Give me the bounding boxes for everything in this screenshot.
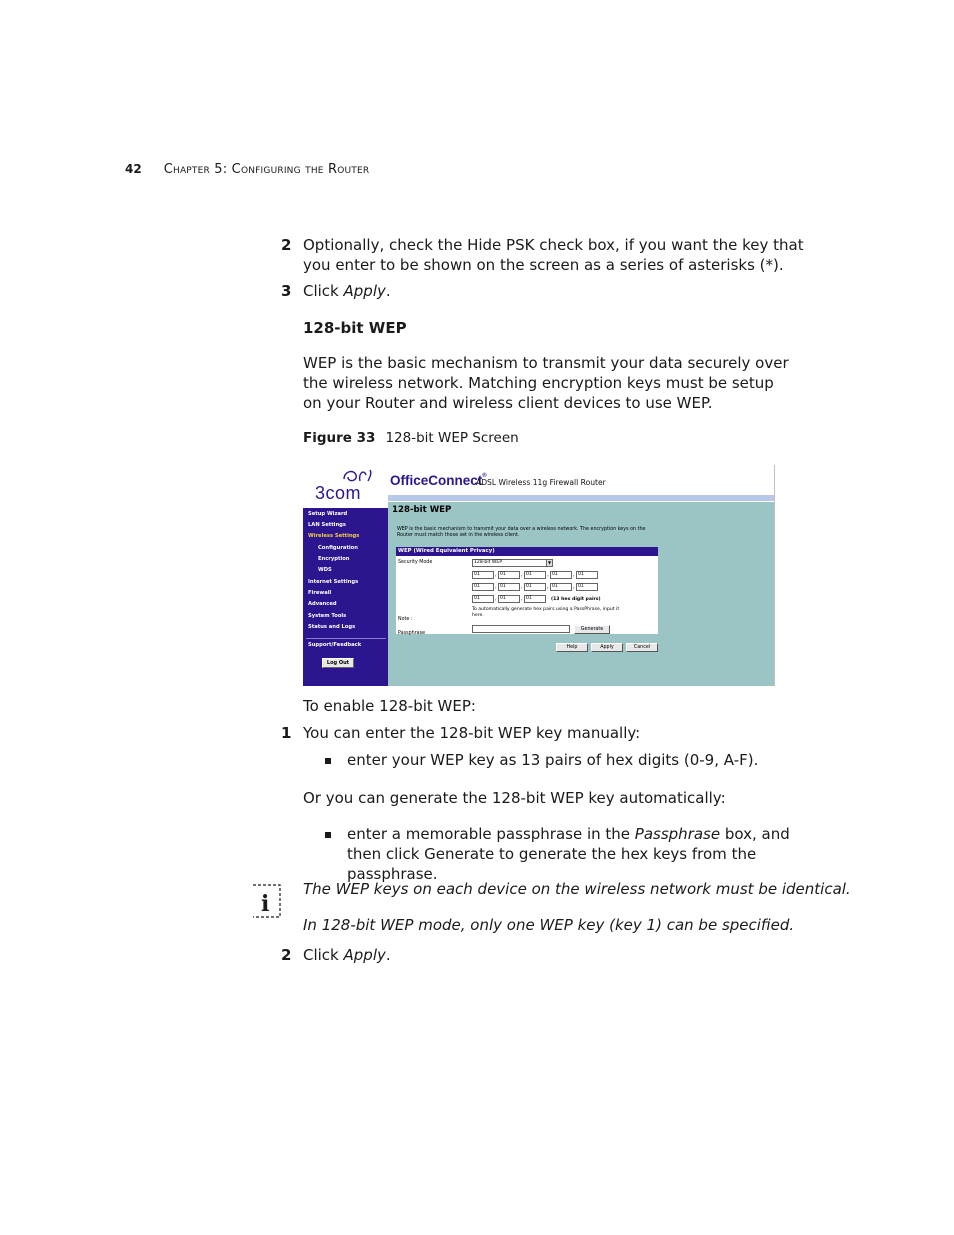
cancel-button[interactable]: Cancel — [626, 643, 658, 652]
wep-panel — [396, 547, 658, 634]
nav-system-tools[interactable]: System Tools — [308, 613, 347, 619]
hex-separator: , — [521, 584, 523, 590]
hex-field[interactable]: 01 — [550, 571, 572, 579]
step-number: 1 — [281, 724, 292, 742]
step-text: Click Apply. — [303, 282, 391, 300]
router-page-desc: WEP is the basic mechanism to transmit your data over a wireless network. The encryption keys on the Router must match those set in the wireless client. — [397, 527, 646, 538]
hex-separator: , — [521, 572, 523, 578]
step-number: 2 — [281, 946, 292, 964]
hex-field[interactable]: 01 — [498, 571, 520, 579]
bullet-text: enter a memorable passphrase in the Passphrase box, and then click Generate to generate the hex keys from the passphrase. — [347, 825, 790, 883]
help-button[interactable]: Help — [556, 643, 588, 652]
hex-field[interactable]: 01 — [524, 571, 546, 579]
hex-field[interactable]: 01 — [576, 583, 598, 591]
nav-internet-settings[interactable]: Internet Settings — [308, 579, 359, 585]
hex-separator: , — [495, 584, 497, 590]
emphasis: Apply — [343, 946, 386, 964]
security-mode-select[interactable]: 128-bit WEP ▼ — [474, 560, 552, 565]
nav-configuration[interactable]: Configuration — [318, 545, 358, 551]
bullet-marker — [325, 832, 331, 838]
hex-separator: , — [573, 584, 575, 590]
note-label: Note : — [398, 617, 413, 622]
step-text: Click Apply. — [303, 946, 391, 964]
figure-caption — [303, 430, 519, 446]
hex-separator: , — [495, 572, 497, 578]
hex-field[interactable]: 01 — [472, 595, 494, 603]
router-sidebar — [303, 465, 388, 686]
to-enable-text: To enable 128-bit WEP: — [303, 697, 476, 715]
nav-divider — [306, 638, 386, 639]
3com-logo — [303, 465, 388, 508]
step-text: Optionally, check the Hide PSK check box, if you want the key that you enter to be shown on the screen as a series of asterisks (*). — [303, 236, 804, 274]
section-title: 128-bit WEP — [303, 319, 407, 337]
note-text: The WEP keys on each device on the wireless network must be identical. — [303, 880, 851, 898]
step-number: 3 — [281, 282, 292, 300]
generate-button[interactable]: Generate — [574, 625, 610, 634]
officeconnect-brand: OfficeConnect® — [390, 473, 487, 488]
svg-text:i: i — [261, 891, 270, 917]
chapter-title: Chapter 5: Configuring the Router — [163, 162, 370, 177]
router-main — [388, 502, 774, 686]
passphrase-label: Passphrase — [398, 631, 426, 636]
bullet-marker — [325, 758, 331, 764]
chevron-down-icon: ▼ — [547, 560, 552, 565]
emphasis: Passphrase — [634, 825, 721, 843]
router-page-title: 128-bit WEP — [392, 505, 452, 515]
hex-field[interactable]: 01 — [524, 595, 546, 603]
hex-separator: , — [495, 596, 497, 602]
nav-encryption[interactable]: Encryption — [318, 556, 350, 562]
figure-title: 128-bit WEP Screen — [385, 430, 519, 446]
hex-field[interactable]: 01 — [524, 583, 546, 591]
emphasis: Apply — [343, 282, 386, 300]
banner-band — [388, 495, 774, 501]
step-number: 2 — [281, 236, 292, 254]
step-text: You can enter the 128-bit WEP key manually: — [303, 724, 641, 742]
hex-separator: , — [547, 584, 549, 590]
product-name: ADSL Wireless 11g Firewall Router — [476, 478, 606, 487]
nav-advanced[interactable]: Advanced — [308, 601, 337, 607]
nav-wds[interactable]: WDS — [318, 567, 332, 573]
logout-button[interactable]: Log Out — [322, 658, 354, 668]
page-number: 42 — [125, 162, 142, 176]
hex-separator: , — [573, 572, 575, 578]
hex-hint: (13 hex digit pairs) — [551, 597, 601, 602]
nav-support-feedback[interactable]: Support/Feedback — [308, 642, 362, 648]
hex-separator: , — [547, 572, 549, 578]
figure-label: Figure 33 — [303, 430, 376, 446]
apply-button[interactable]: Apply — [591, 643, 623, 652]
bullet-text: enter your WEP key as 13 pairs of hex digits (0-9, A-F). — [347, 751, 759, 769]
hex-separator: , — [521, 596, 523, 602]
hex-field[interactable]: 01 — [576, 571, 598, 579]
hex-field[interactable]: 01 — [472, 571, 494, 579]
router-screenshot — [303, 465, 782, 686]
3com-logo-text: 3com — [315, 483, 362, 503]
running-header — [125, 162, 369, 177]
info-icon — [252, 884, 282, 918]
nav-status-logs[interactable]: Status and Logs — [308, 624, 356, 630]
nav-setup-wizard[interactable]: Setup Wizard — [308, 511, 348, 517]
passphrase-input[interactable] — [472, 625, 570, 633]
nav-wireless-settings[interactable]: Wireless Settings — [308, 533, 360, 539]
note-text: In 128-bit WEP mode, only one WEP key (key 1) can be specified. — [303, 916, 795, 934]
hex-field[interactable]: 01 — [498, 595, 520, 603]
security-mode-label: Security Mode — [398, 560, 433, 565]
hex-field[interactable]: 01 — [550, 583, 572, 591]
wep-panel-header: WEP (Wired Equivalent Privacy) — [396, 547, 658, 556]
section-intro: WEP is the basic mechanism to transmit your data securely over the wireless network. Matching encryption keys must be setup on your Router and wireless client devices to use WEP. — [303, 354, 789, 412]
screenshot-edge — [774, 465, 782, 686]
note-text: To automatically generate hex pairs using a PassPhrase, input it here. — [472, 607, 620, 618]
or-text: Or you can generate the 128-bit WEP key automatically: — [303, 789, 726, 807]
hex-field[interactable]: 01 — [472, 583, 494, 591]
hex-field[interactable]: 01 — [498, 583, 520, 591]
nav-firewall[interactable]: Firewall — [308, 590, 332, 596]
nav-lan-settings[interactable]: LAN Settings — [308, 522, 346, 528]
